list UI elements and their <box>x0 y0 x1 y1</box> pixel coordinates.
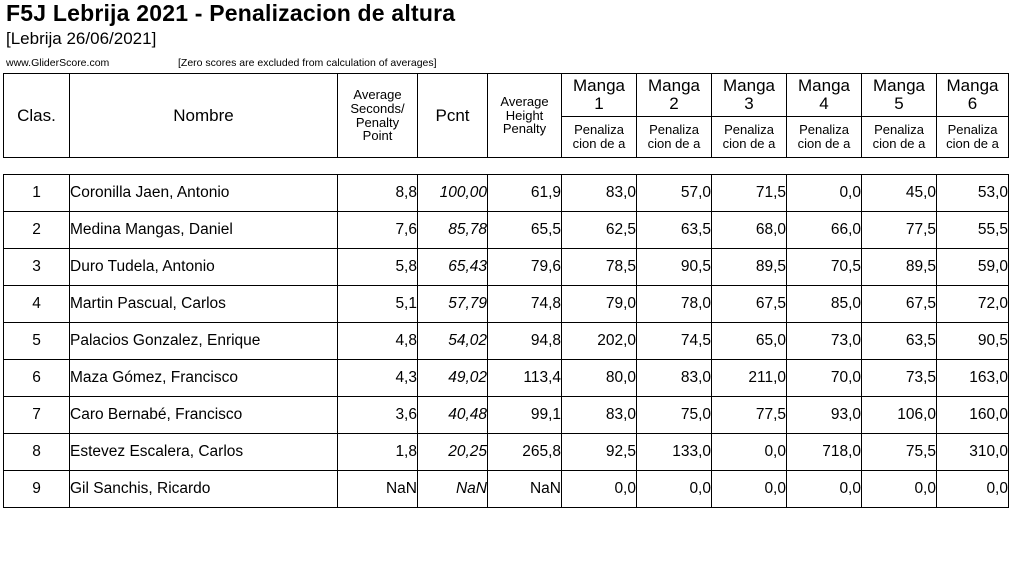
header-penalizacion-4 <box>787 117 862 158</box>
site-credit: www.GliderScore.com <box>6 57 110 69</box>
manga-6-cell: 90,5 <box>937 323 1009 360</box>
manga-label: Manga <box>648 76 700 96</box>
sub-line2: cion de a <box>872 136 926 151</box>
manga-4-cell: 85,0 <box>787 286 862 323</box>
manga-1-cell: 62,5 <box>562 212 637 249</box>
manga-6-cell: 160,0 <box>937 397 1009 434</box>
manga-label: Manga <box>873 76 925 96</box>
pilot-name-cell: Coronilla Jaen, Antonio <box>70 175 338 212</box>
percent-cell: 40,48 <box>418 397 488 434</box>
manga-1-cell: 80,0 <box>562 360 637 397</box>
table-header <box>4 74 1009 158</box>
sub-line2: cion de a <box>797 136 851 151</box>
manga-4-cell: 718,0 <box>787 434 862 471</box>
manga-2-cell: 74,5 <box>637 323 712 360</box>
average-seconds-cell: 4,8 <box>338 323 418 360</box>
pilot-name-cell: Duro Tudela, Antonio <box>70 249 338 286</box>
header-clas: Clas. <box>4 74 70 158</box>
averages-note: [Zero scores are excluded from calculation of averages] <box>178 57 437 69</box>
average-height-cell: 61,9 <box>488 175 562 212</box>
manga-6-cell: 0,0 <box>937 471 1009 508</box>
header-pcnt: Pcnt <box>418 74 488 158</box>
sub-line2: cion de a <box>722 136 776 151</box>
manga-3-cell: 65,0 <box>712 323 787 360</box>
average-seconds-cell: 3,6 <box>338 397 418 434</box>
average-height-cell: 65,5 <box>488 212 562 249</box>
manga-3-cell: 77,5 <box>712 397 787 434</box>
table-row <box>4 360 1009 397</box>
sub-line2: cion de a <box>572 136 626 151</box>
average-seconds-cell: 4,3 <box>338 360 418 397</box>
manga-2-cell: 78,0 <box>637 286 712 323</box>
manga-1-cell: 78,5 <box>562 249 637 286</box>
table-row <box>4 212 1009 249</box>
manga-5-cell: 75,5 <box>862 434 937 471</box>
rank-cell: 8 <box>4 434 70 471</box>
pilot-name-cell: Estevez Escalera, Carlos <box>70 434 338 471</box>
manga-6-cell: 310,0 <box>937 434 1009 471</box>
pilot-name-cell: Maza Gómez, Francisco <box>70 360 338 397</box>
manga-2-cell: 57,0 <box>637 175 712 212</box>
manga-5-cell: 67,5 <box>862 286 937 323</box>
header-penalizacion-1 <box>562 117 637 158</box>
page-title: F5J Lebrija 2021 - Penalizacion de altura <box>6 0 456 26</box>
average-height-cell: 79,6 <box>488 249 562 286</box>
manga-5-cell: 45,0 <box>862 175 937 212</box>
manga-6-cell: 59,0 <box>937 249 1009 286</box>
manga-number: 5 <box>894 94 904 113</box>
manga-4-cell: 0,0 <box>787 471 862 508</box>
manga-4-cell: 93,0 <box>787 397 862 434</box>
manga-2-cell: 90,5 <box>637 249 712 286</box>
manga-1-cell: 79,0 <box>562 286 637 323</box>
average-height-cell: 99,1 <box>488 397 562 434</box>
results-table <box>3 73 1009 508</box>
sub-line1: Penaliza <box>947 122 998 138</box>
average-seconds-cell: 7,6 <box>338 212 418 249</box>
table-row <box>4 471 1009 508</box>
percent-cell: 65,43 <box>418 249 488 286</box>
header-manga-1 <box>562 74 637 117</box>
manga-label: Manga <box>573 76 625 96</box>
manga-5-cell: 73,5 <box>862 360 937 397</box>
header-manga-3 <box>712 74 787 117</box>
average-height-cell: 74,8 <box>488 286 562 323</box>
manga-label: Manga <box>723 76 775 96</box>
table-row <box>4 175 1009 212</box>
sub-line1: Penaliza <box>799 122 849 138</box>
manga-5-cell: 63,5 <box>862 323 937 360</box>
manga-2-cell: 0,0 <box>637 471 712 508</box>
manga-1-cell: 83,0 <box>562 397 637 434</box>
pilot-name-cell: Medina Mangas, Daniel <box>70 212 338 249</box>
header-manga-6 <box>937 74 1009 117</box>
sub-line2: cion de a <box>946 136 999 151</box>
manga-4-cell: 73,0 <box>787 323 862 360</box>
header-average-height-line2: Height <box>505 107 544 123</box>
manga-5-cell: 89,5 <box>862 249 937 286</box>
manga-6-cell: 55,5 <box>937 212 1009 249</box>
event-subtitle: [Lebrija 26/06/2021] <box>6 29 157 48</box>
manga-label: Manga <box>798 76 850 96</box>
sub-line1: Penaliza <box>574 122 624 138</box>
manga-6-cell: 53,0 <box>937 175 1009 212</box>
manga-5-cell: 106,0 <box>862 397 937 434</box>
header-average-seconds <box>338 74 418 158</box>
percent-cell: NaN <box>418 471 488 508</box>
header-nombre: Nombre <box>70 74 338 158</box>
header-average-seconds-line1: Average <box>353 87 402 103</box>
manga-3-cell: 68,0 <box>712 212 787 249</box>
table-row <box>4 397 1009 434</box>
manga-2-cell: 133,0 <box>637 434 712 471</box>
sub-line1: Penaliza <box>649 122 699 138</box>
rank-cell: 2 <box>4 212 70 249</box>
manga-number: 6 <box>967 94 978 113</box>
header-penalizacion-5 <box>862 117 937 158</box>
gap-cell <box>4 158 1009 175</box>
manga-3-cell: 71,5 <box>712 175 787 212</box>
header-average-height-line1: Average <box>500 94 549 110</box>
manga-number: 4 <box>819 94 829 113</box>
manga-3-cell: 0,0 <box>712 471 787 508</box>
header-average-seconds-line2: Seconds/ <box>350 100 405 116</box>
rank-cell: 6 <box>4 360 70 397</box>
average-seconds-cell: 1,8 <box>338 434 418 471</box>
manga-3-cell: 0,0 <box>712 434 787 471</box>
manga-2-cell: 83,0 <box>637 360 712 397</box>
average-height-cell: 265,8 <box>488 434 562 471</box>
pilot-name-cell: Caro Bernabé, Francisco <box>70 397 338 434</box>
header-manga-5 <box>862 74 937 117</box>
rank-cell: 7 <box>4 397 70 434</box>
manga-5-cell: 0,0 <box>862 471 937 508</box>
manga-number: 2 <box>669 94 679 113</box>
header-average-seconds-line4: Point <box>362 128 393 144</box>
header-average-height-line3: Penalty <box>502 121 547 137</box>
average-height-cell: 113,4 <box>488 360 562 397</box>
manga-1-cell: 0,0 <box>562 471 637 508</box>
manga-6-cell: 72,0 <box>937 286 1009 323</box>
manga-6-cell: 163,0 <box>937 360 1009 397</box>
manga-4-cell: 70,0 <box>787 360 862 397</box>
header-manga-2 <box>637 74 712 117</box>
pilot-name-cell: Palacios Gonzalez, Enrique <box>70 323 338 360</box>
table-body <box>4 158 1009 508</box>
percent-cell: 100,00 <box>418 175 488 212</box>
percent-cell: 49,02 <box>418 360 488 397</box>
sub-line1: Penaliza <box>724 122 774 138</box>
header-penalizacion-3 <box>712 117 787 158</box>
percent-cell: 85,78 <box>418 212 488 249</box>
average-seconds-cell: 5,8 <box>338 249 418 286</box>
manga-4-cell: 66,0 <box>787 212 862 249</box>
manga-5-cell: 77,5 <box>862 212 937 249</box>
pilot-name-cell: Martin Pascual, Carlos <box>70 286 338 323</box>
table-row <box>4 323 1009 360</box>
manga-2-cell: 63,5 <box>637 212 712 249</box>
table-row <box>4 434 1009 471</box>
manga-2-cell: 75,0 <box>637 397 712 434</box>
average-height-cell: 94,8 <box>488 323 562 360</box>
percent-cell: 57,79 <box>418 286 488 323</box>
manga-number: 3 <box>744 94 754 113</box>
average-seconds-cell: NaN <box>338 471 418 508</box>
average-seconds-cell: 5,1 <box>338 286 418 323</box>
percent-cell: 54,02 <box>418 323 488 360</box>
manga-3-cell: 67,5 <box>712 286 787 323</box>
manga-label: Manga <box>946 76 999 96</box>
pilot-name-cell: Gil Sanchis, Ricardo <box>70 471 338 508</box>
rank-cell: 1 <box>4 175 70 212</box>
average-height-cell: NaN <box>488 471 562 508</box>
header-penalizacion-6 <box>937 117 1009 158</box>
rank-cell: 4 <box>4 286 70 323</box>
header-gap <box>4 158 1009 175</box>
manga-4-cell: 0,0 <box>787 175 862 212</box>
rank-cell: 5 <box>4 323 70 360</box>
manga-3-cell: 211,0 <box>712 360 787 397</box>
sub-line2: cion de a <box>647 136 701 151</box>
table-row <box>4 286 1009 323</box>
header-penalizacion-2 <box>637 117 712 158</box>
manga-3-cell: 89,5 <box>712 249 787 286</box>
average-seconds-cell: 8,8 <box>338 175 418 212</box>
header-average-height <box>488 74 562 158</box>
header-average-seconds-line3: Penalty <box>355 114 400 130</box>
table-row <box>4 249 1009 286</box>
header-manga-4 <box>787 74 862 117</box>
manga-1-cell: 83,0 <box>562 175 637 212</box>
manga-1-cell: 202,0 <box>562 323 637 360</box>
rank-cell: 9 <box>4 471 70 508</box>
percent-cell: 20,25 <box>418 434 488 471</box>
manga-1-cell: 92,5 <box>562 434 637 471</box>
rank-cell: 3 <box>4 249 70 286</box>
manga-4-cell: 70,5 <box>787 249 862 286</box>
sub-line1: Penaliza <box>874 122 924 138</box>
manga-number: 1 <box>594 94 604 113</box>
